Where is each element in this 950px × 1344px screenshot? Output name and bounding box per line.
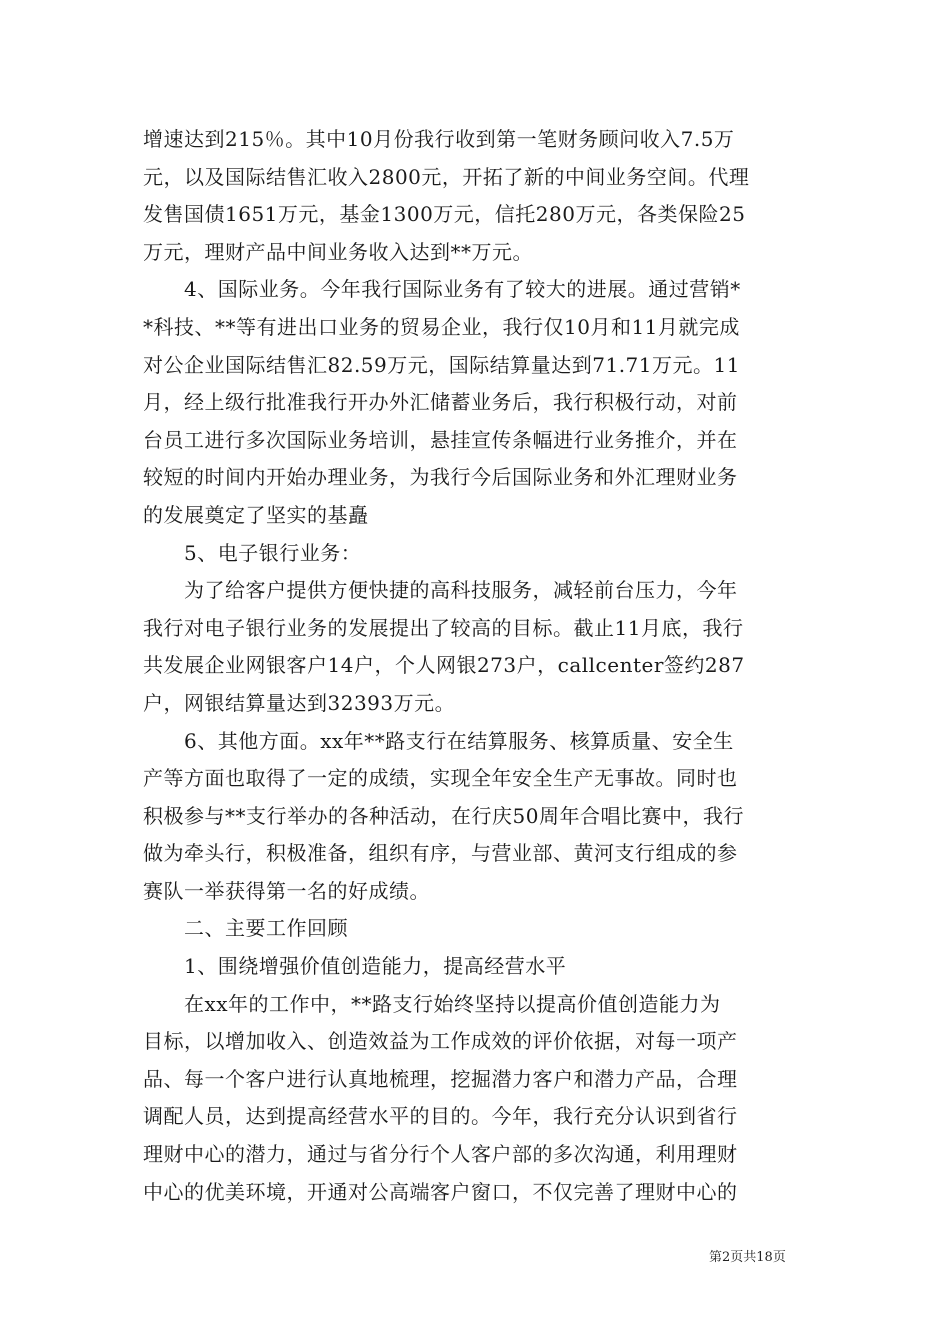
- text-line: 增速达到215％。其中10月份我行收到第一笔财务顾问收入7.5万: [143, 127, 735, 151]
- document-body: [143, 121, 807, 1211]
- text-line: 调配人员，达到提高经营水平的目的。今年，我行充分认识到省行: [143, 1104, 738, 1129]
- text-line: 目标，以增加收入、创造效益为工作成效的评价依据，对每一项产: [143, 1029, 738, 1054]
- text-line: 的发展奠定了坚实的基矗: [143, 502, 369, 527]
- section-heading: 5、电子银行业务：: [143, 540, 362, 565]
- section-heading: 二、主要工作回顾: [143, 916, 348, 941]
- text-line: 元，以及国际结售汇收入2800元，开拓了新的中间业务空间。代理: [143, 164, 750, 189]
- subsection-heading: 1、围绕增强价值创造能力，提高经营水平: [143, 954, 567, 979]
- text-line: 理财中心的潜力，通过与省分行个人客户部的多次沟通，利用理财: [143, 1142, 738, 1167]
- text-line: 积极参与**支行举办的各种活动，在行庆50周年合唱比赛中，我行: [143, 803, 744, 828]
- text-line: 发售国债1651万元，基金1300万元，信托280万元，各类保险25: [143, 202, 746, 227]
- text-line: 我行对电子银行业务的发展提出了较高的目标。截止11月底，我行: [143, 615, 744, 640]
- text-line: *科技、**等有进出口业务的贸易企业，我行仅10月和11月就完成: [143, 314, 740, 339]
- text-line: 赛队一举获得第一名的好成绩。: [143, 878, 430, 903]
- page-number: 第2页共18页: [709, 1250, 786, 1265]
- text-line: 为了给客户提供方便快捷的高科技服务，减轻前台压力，今年: [143, 578, 738, 603]
- text-line: 在xx年的工作中，**路支行始终坚持以提高价值创造能力为: [143, 991, 721, 1016]
- text-line: 较短的时间内开始办理业务，为我行今后国际业务和外汇理财业务: [143, 465, 738, 490]
- text-line: 品、每一个客户进行认真地梳理，挖掘潜力客户和潜力产品，合理: [143, 1066, 738, 1091]
- text-line: 4、国际业务。今年我行国际业务有了较大的进展。通过营销*: [143, 277, 741, 302]
- text-line: 万元，理财产品中间业务收入达到**万元。: [143, 239, 533, 264]
- text-line: 台员工进行多次国际业务培训，悬挂宣传条幅进行业务推介，并在: [143, 427, 738, 452]
- text-line: 做为牵头行，积极准备，组织有序，与营业部、黄河支行组成的参: [143, 841, 738, 866]
- text-line: 月，经上级行批准我行开办外汇储蓄业务后，我行积极行动，对前: [143, 390, 738, 415]
- text-line: 共发展企业网银客户14户，个人网银273户，callcenter签约287: [143, 653, 745, 678]
- text-line: 产等方面也取得了一定的成绩，实现全年安全生产无事故。同时也: [143, 766, 738, 791]
- text-line: 6、其他方面。xx年**路支行在结算服务、核算质量、安全生: [143, 728, 734, 753]
- text-line: 对公企业国际结售汇82.59万元，国际结算量达到71.71万元。11: [143, 352, 740, 377]
- text-line: 中心的优美环境，开通对公高端客户窗口，不仅完善了理财中心的: [143, 1179, 738, 1204]
- text-line: 户，网银结算量达到32393万元。: [143, 690, 456, 715]
